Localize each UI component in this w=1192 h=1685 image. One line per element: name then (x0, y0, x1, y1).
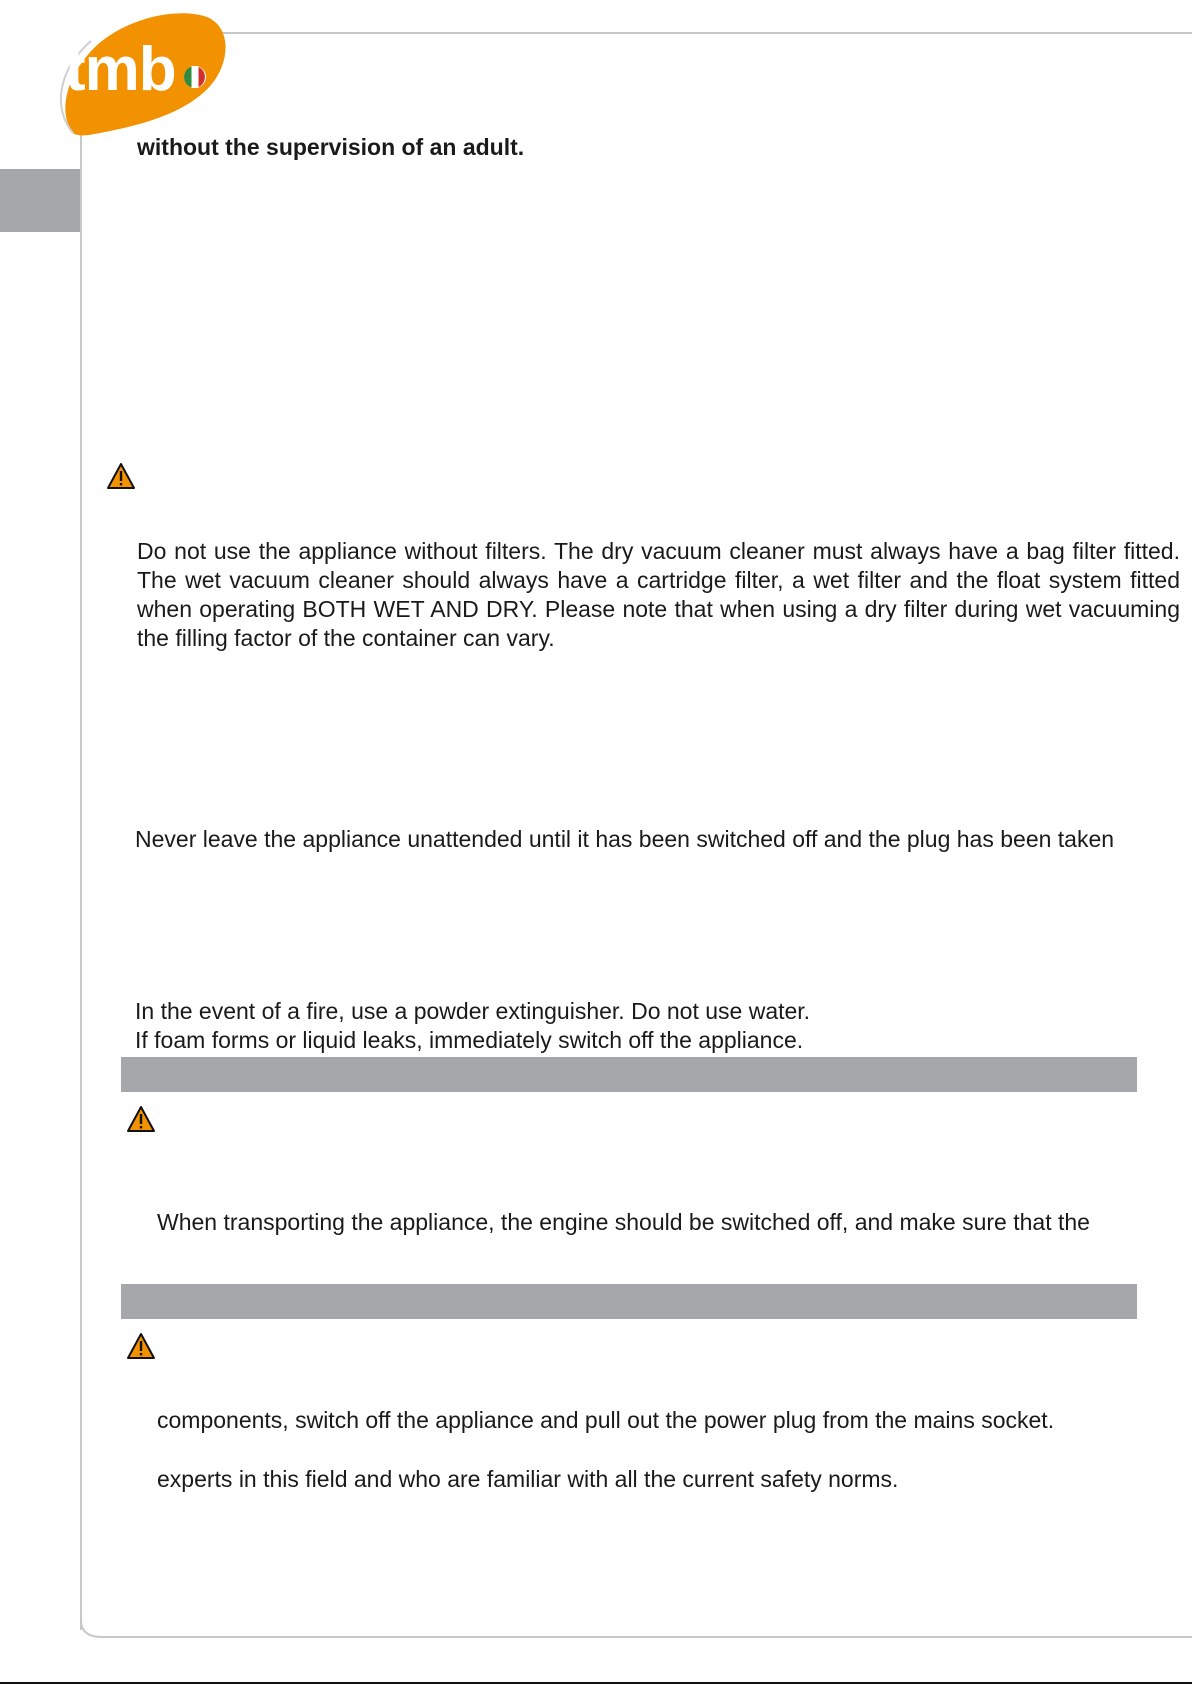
transport-instruction-text: When transporting the appliance, the engine should be switched off, and make sure that the (157, 1209, 1090, 1235)
maintenance-instruction-line-2: experts in this field and who are familiar with all the current safety norms. (157, 1466, 899, 1492)
frame-left-line (80, 130, 82, 1630)
page-bottom-rule (0, 1682, 1192, 1684)
fire-instruction-line-1: In the event of a fire, use a powder extinguisher. Do not use water. (135, 998, 811, 1024)
warning-triangle-icon (126, 1105, 156, 1133)
unattended-warning-text: Never leave the appliance unattended until it has been switched off and the plug has been taken (135, 826, 1115, 852)
warning-triangle-icon (106, 462, 136, 490)
maintenance-instruction-line-1: components, switch off the appliance and pull out the power plug from the mains socket. (157, 1407, 1055, 1433)
continuation-text: without the supervision of an adult. (137, 134, 525, 160)
fire-instruction-line-2: If foam forms or liquid leaks, immediately switch off the appliance. (135, 1027, 804, 1053)
warning-triangle-icon (126, 1332, 156, 1360)
filters-warning-paragraph: Do not use the appliance without filters. The dry vacuum cleaner must always have a bag filter fitted. The wet vacuum cleaner should always have a cartridge filter, a wet filter and the float system fitted when operating BOTH WET AND DRY. Please note that when using a dry filter during wet vacuuming the filling factor of the container can vary. (137, 538, 1180, 651)
frame-top-line (210, 32, 1192, 34)
logo-text: tmb (65, 35, 176, 104)
frame-bottom-left-corner (80, 1610, 104, 1640)
tmb-logo (55, 5, 235, 140)
maintenance-section-header-bar (121, 1284, 1137, 1319)
side-tab-marker (0, 169, 80, 232)
transport-section-header-bar (121, 1057, 1137, 1092)
frame-bottom-line (100, 1636, 1192, 1638)
